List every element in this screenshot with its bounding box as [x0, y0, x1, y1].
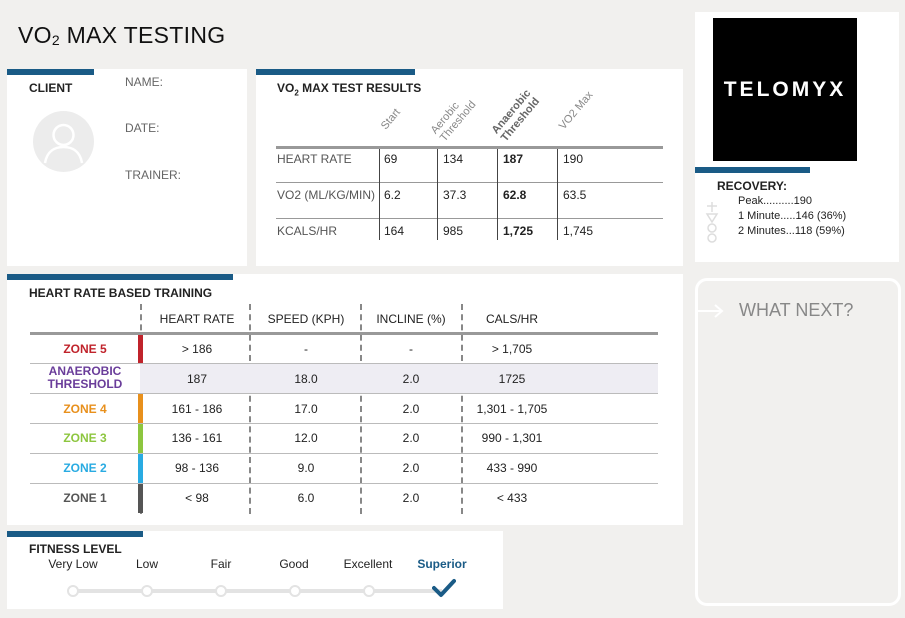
results-col-aerobic: Aerobic Threshold: [428, 98, 479, 144]
results-cell: 134: [443, 152, 464, 166]
avatar-icon: [33, 111, 94, 172]
hr-cell: -: [409, 342, 413, 356]
results-col-divider: [379, 149, 380, 240]
results-col-start: Start: [378, 106, 403, 132]
hr-cell: 1,301 - 1,705: [476, 402, 548, 416]
hr-row-divider: [30, 483, 658, 484]
recovery-line-2min: 2 Minutes...118 (59%): [738, 225, 845, 237]
results-row-label: VO2 (ML/KG/MIN): [277, 188, 376, 202]
fitness-accent-bar: [7, 531, 143, 537]
hr-cell: 2.0: [402, 491, 420, 505]
zone-4-label: ZONE 4: [63, 402, 107, 416]
hr-row-divider: [30, 393, 658, 394]
zone-3-label: ZONE 3: [63, 431, 107, 445]
hr-cell: 161 - 186: [171, 402, 223, 416]
results-cell: 1,745: [563, 224, 594, 238]
results-heading: $VO_2$ MAX TEST RESULTS: [277, 81, 422, 98]
hr-cell: 1725: [498, 372, 526, 386]
date-label: DATE:: [125, 121, 160, 135]
results-cell: 62.8: [503, 188, 527, 202]
checkmark-icon: [432, 578, 456, 603]
page-title: $VO_2$ MAX TESTING: [18, 22, 226, 48]
results-cell: 6.2: [384, 188, 401, 202]
fitness-dot: [141, 585, 153, 597]
what-next-panel: [695, 278, 901, 606]
fitness-heading: FITNESS LEVEL: [29, 542, 122, 556]
anaerobic-threshold-label: ANAEROBIC THRESHOLD: [47, 364, 123, 391]
hr-cell: 6.0: [297, 491, 315, 505]
name-label: NAME:: [125, 75, 164, 89]
results-col-vo2max: VO2 Max: [556, 89, 596, 132]
recovery-accent-bar: [695, 167, 810, 173]
hr-cell: 2.0: [402, 402, 420, 416]
results-col-divider: [497, 149, 498, 240]
hr-cell: 12.0: [294, 431, 318, 445]
results-row-divider: [276, 182, 663, 183]
results-cell: 69: [384, 152, 398, 166]
hr-training-heading: HEART RATE BASED TRAINING: [29, 286, 213, 300]
fitness-dot: [67, 585, 79, 597]
hr-cell: 990 - 1,301: [481, 431, 543, 445]
recovery-line-1min: 1 Minute.....146 (36%): [738, 210, 847, 222]
hr-cell: 136 - 161: [171, 431, 223, 445]
hr-row-divider: [30, 423, 658, 424]
results-cell: 63.5: [563, 188, 587, 202]
logo: [713, 18, 857, 161]
results-col-divider: [557, 149, 558, 240]
trainer-label: TRAINER:: [125, 168, 182, 182]
fitness-track: [70, 589, 442, 593]
recovery-line-peak: Peak..........190: [738, 195, 812, 207]
client-heading: CLIENT: [29, 81, 73, 95]
hr-cell: 9.0: [297, 461, 315, 475]
hr-cell: > 1,705: [491, 342, 533, 356]
fitness-level-low: Low: [135, 557, 158, 571]
results-col-anaerobic: Anaerobic Threshold: [489, 87, 543, 144]
hr-cell: 17.0: [294, 402, 318, 416]
results-cell: 985: [443, 224, 464, 238]
results-cell: 164: [384, 224, 405, 238]
zone-2-label: ZONE 2: [63, 461, 107, 475]
results-cell: 190: [563, 152, 584, 166]
hr-header-rule: [30, 332, 658, 335]
hr-col-cals: CALS/HR: [485, 312, 538, 326]
fitness-level-very-low: Very Low: [48, 557, 98, 571]
recovery-watermark-icon: [704, 200, 720, 249]
results-header-rule: [276, 146, 663, 149]
recovery-heading: RECOVERY:: [717, 179, 788, 193]
results-cell: 37.3: [443, 188, 467, 202]
hr-training-accent-bar: [7, 274, 233, 280]
hr-cell: 187: [186, 372, 208, 386]
results-row-label: KCALS/HR: [277, 224, 338, 238]
results-col-divider: [437, 149, 438, 240]
results-row-label: HEART RATE: [277, 152, 352, 166]
results-accent-bar: [256, 69, 415, 75]
client-accent-bar: [7, 69, 94, 75]
arrow-right-icon: [697, 303, 727, 324]
zone-5-label: ZONE 5: [63, 342, 107, 356]
fitness-level-excellent: Excellent: [343, 557, 393, 571]
fitness-dot: [363, 585, 375, 597]
hr-cell: 2.0: [402, 431, 420, 445]
fitness-level-good: Good: [279, 557, 309, 571]
hr-row-divider: [30, 453, 658, 454]
hr-cell: 18.0: [294, 372, 318, 386]
fitness-dot: [289, 585, 301, 597]
logo-text: TELOMYX: [723, 77, 847, 101]
hr-cell: 2.0: [402, 461, 420, 475]
hr-cell: < 98: [185, 491, 209, 505]
hr-cell: -: [304, 342, 308, 356]
zone-1-label: ZONE 1: [63, 491, 107, 505]
fitness-level-fair: Fair: [210, 557, 232, 571]
hr-col-heart-rate: HEART RATE: [159, 312, 235, 326]
hr-cell: 98 - 136: [174, 461, 220, 475]
hr-cell: < 433: [496, 491, 528, 505]
hr-col-incline: INCLINE (%): [376, 312, 446, 326]
hr-cell: 2.0: [402, 372, 420, 386]
results-cell: 1,725: [503, 224, 534, 238]
results-row-divider: [276, 218, 663, 219]
hr-cell: > 186: [181, 342, 213, 356]
hr-col-speed: SPEED (KPH): [267, 312, 345, 326]
what-next-label: WHAT NEXT?: [739, 300, 854, 320]
results-cell: 187: [503, 152, 524, 166]
fitness-dot: [215, 585, 227, 597]
fitness-level-superior: Superior: [417, 557, 467, 571]
hr-cell: 433 - 990: [486, 461, 538, 475]
